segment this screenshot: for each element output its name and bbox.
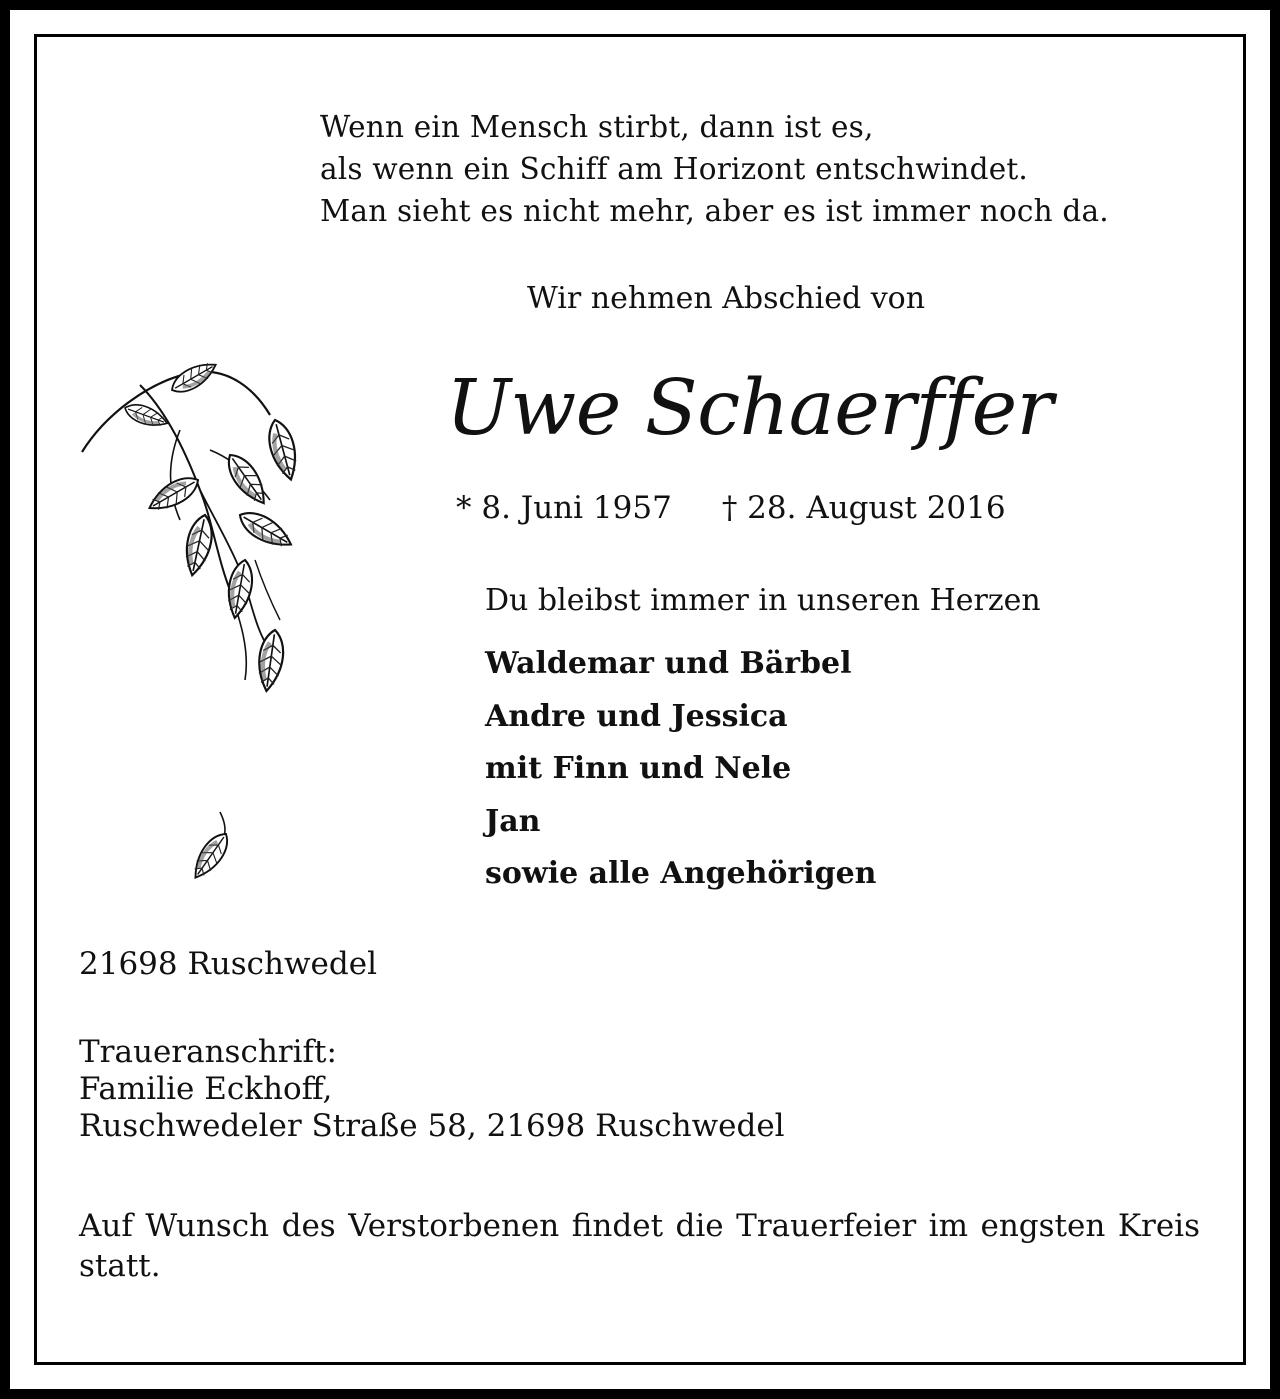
address-label: Traueranschrift:	[79, 1034, 337, 1070]
mourning-address	[79, 1034, 785, 1145]
address-family: Familie Eckhoff,	[79, 1071, 333, 1107]
birch-branch-icon	[80, 360, 330, 900]
poem-line: als wenn ein Schiff am Horizont entschwindet.	[320, 152, 1028, 186]
family-member: sowie alle Angehörigen	[485, 856, 877, 891]
place-line: 21698 Ruschwedel	[79, 946, 377, 982]
poem-line: Man sieht es nicht mehr, aber es ist immer noch da.	[320, 194, 1109, 228]
family-member: Waldemar und Bärbel	[485, 646, 852, 681]
deceased-name: Uwe Schaerffer	[446, 364, 1053, 453]
family-list	[485, 638, 876, 901]
family-member: Andre und Jessica	[485, 698, 788, 734]
death-date: † 28. August 2016	[721, 490, 1006, 526]
heart-line: Du bleibst immer in unseren Herzen	[485, 583, 1041, 618]
birth-date: * 8. Juni 1957	[456, 490, 672, 526]
farewell-line: Wir nehmen Abschied von	[527, 281, 926, 316]
address-street: Ruschwedeler Straße 58, 21698 Ruschwedel	[79, 1108, 785, 1144]
poem-line: Wenn ein Mensch stirbt, dann ist es,	[320, 110, 874, 144]
family-member: Jan	[485, 803, 541, 839]
poem-quote	[320, 106, 1109, 232]
family-member: mit Finn und Nele	[485, 751, 792, 786]
life-dates	[456, 487, 1006, 529]
closing-text: Auf Wunsch des Verstorbenen findet die Trauerfeier im engsten Kreis statt.	[79, 1208, 1200, 1284]
